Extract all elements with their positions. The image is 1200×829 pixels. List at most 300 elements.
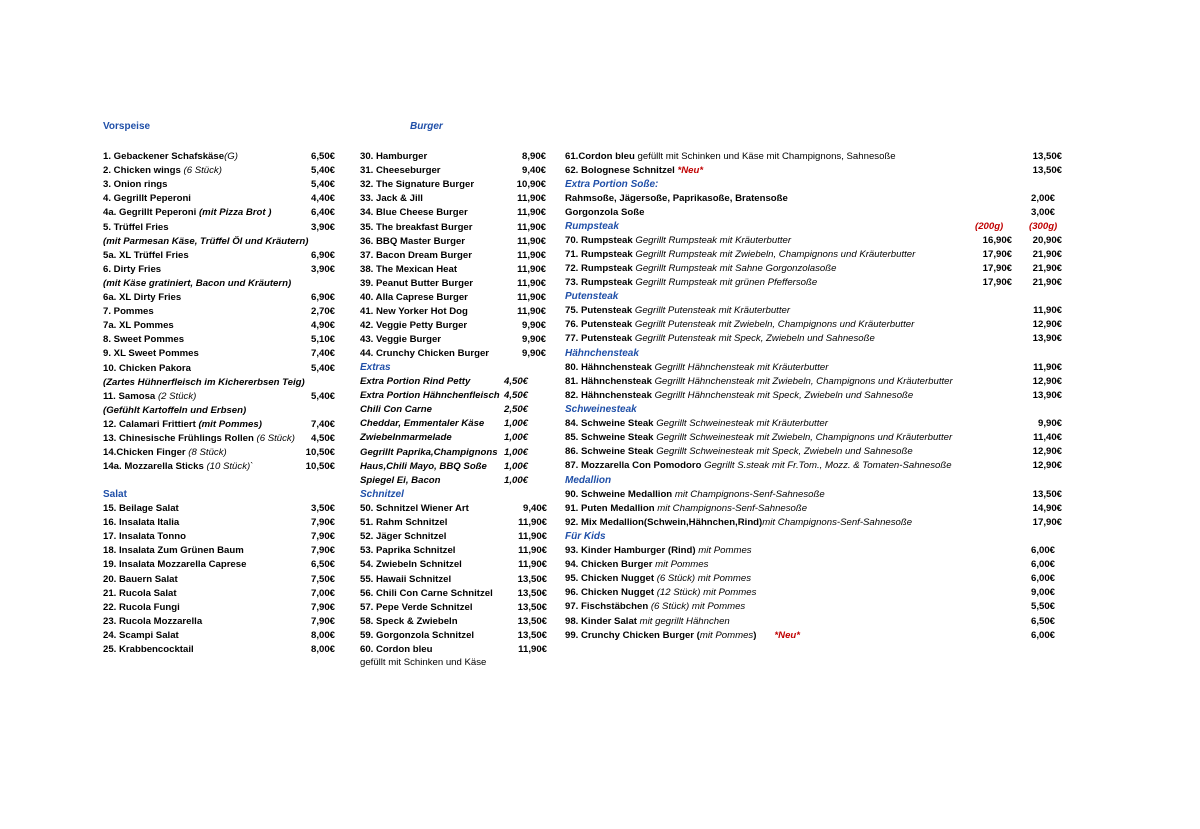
menu-row	[103, 446, 227, 460]
item-name: 4. Gegrillt Peperoni	[103, 193, 191, 205]
item-name: 13. Chinesische Frühlings Rollen	[103, 433, 254, 444]
item-price-300g: 21,90€	[1032, 263, 1062, 275]
menu-row	[565, 459, 952, 473]
menu-row	[360, 544, 455, 558]
item-price: 11,90€	[1033, 305, 1062, 316]
menu-row	[565, 502, 807, 516]
item-name: 86. Schweine Steak	[565, 446, 654, 458]
item-price: 5,40€	[310, 390, 335, 402]
section-header-schnitzel: Schnitzel	[360, 489, 404, 500]
item-name: 43. Veggie Burger	[360, 334, 442, 346]
item-desc: Gegrillt Hähnchensteak mit Speck, Zwiebeln und Sahnesoße	[651, 390, 914, 402]
item-price-300g: 21,90€	[1032, 249, 1062, 261]
menu-row	[103, 530, 186, 544]
item-name: 96. Chicken Nugget	[565, 587, 655, 599]
item-price: 4,90€	[310, 320, 335, 332]
item-name: 22. Rucola Fungi	[103, 601, 180, 613]
item-desc: mit Champignons-Senf-Sahnesoße	[762, 517, 913, 529]
item-name: 12. Calamari Frittiert	[103, 418, 199, 430]
item-name: 30. Hamburger	[360, 151, 428, 162]
size-200g: (200g)	[975, 221, 1004, 232]
item-name: 39. Peanut Butter Burger	[360, 277, 474, 289]
menu-row	[103, 460, 253, 474]
item-desc: Gegrillt Hähnchensteak mit Zwiebeln, Champignons und Kräuterbutter	[651, 376, 953, 388]
item-name: 36. BBQ Master Burger	[360, 235, 466, 247]
item-desc: Gegrillt Rumpsteak mit Zwiebeln, Champignons und Kräuterbutter	[632, 249, 916, 261]
item-name: 10. Chicken Pakora	[103, 362, 191, 374]
menu-row	[360, 558, 462, 572]
item-price: 13,90€	[1032, 390, 1062, 402]
item-name: 20. Bauern Salat	[103, 573, 178, 585]
item-desc: (G)	[224, 151, 238, 162]
menu-row	[360, 573, 451, 587]
menu-row	[360, 643, 433, 657]
item-desc: mit Champignons-Senf-Sahnesoße	[654, 503, 808, 515]
item-price: 1,00€	[503, 460, 528, 472]
item-desc: Gegrillt Hähnchensteak mit Kräuterbutter	[651, 362, 829, 373]
menu-row	[103, 192, 191, 206]
item-name: 80. Hähnchensteak	[565, 362, 652, 373]
item-name: Extra Portion Rind Petty	[360, 376, 471, 387]
item-name: 5. Trüffel Fries	[103, 221, 169, 233]
item-price: 1,00€	[503, 446, 528, 458]
menu-row	[360, 601, 473, 615]
menu-row	[565, 375, 953, 389]
item-name: 40. Alla Caprese Burger	[360, 292, 468, 303]
item-name: Gegrillt Paprika,Champignons	[360, 446, 498, 458]
item-name: 85. Schweine Steak	[565, 432, 654, 444]
item-price: 10,90€	[516, 179, 546, 191]
item-name: 81. Hähnchensteak	[565, 376, 652, 388]
menu-row	[565, 318, 914, 332]
item-name: 42. Veggie Petty Burger	[360, 320, 468, 332]
menu-row	[565, 615, 730, 629]
menu-row	[103, 150, 238, 164]
item-desc: gefüllt mit Schinken und Käse mit Champignons, Sahnesoße	[634, 151, 896, 162]
item-name: 97. Fischstäbchen	[565, 601, 649, 613]
item-price: 11,90€	[1033, 362, 1062, 373]
sauce-row-1	[565, 192, 788, 206]
menu-row	[360, 460, 487, 474]
item-price: 6,40€	[310, 207, 335, 219]
item-price: 11,90€	[518, 559, 547, 571]
menu-row	[360, 164, 441, 178]
menu-row	[565, 276, 817, 290]
item-name: 82. Hähnchensteak	[565, 390, 652, 402]
item-name: 99. Crunchy Chicken Burger (	[565, 629, 700, 641]
menu-row	[103, 615, 202, 629]
item-desc: Gegrillt Rumpsteak mit Sahne Gorgonzolasoße	[632, 263, 837, 275]
item-price: 13,50€	[517, 573, 547, 585]
item-name: 84. Schweine Steak	[565, 418, 654, 429]
menu-row	[103, 544, 244, 558]
item-price: 12,90€	[1032, 319, 1062, 331]
menu-row	[103, 629, 179, 643]
item-desc: mit Pommes	[695, 545, 752, 556]
menu-row-62	[565, 164, 703, 178]
menu-row	[360, 587, 493, 601]
menu-row	[360, 417, 484, 431]
menu-row	[360, 516, 447, 530]
item-price: 3,90€	[310, 263, 335, 275]
item-desc: (Gefühlt Kartoffeln und Erbsen)	[103, 404, 247, 416]
menu-row	[360, 403, 432, 417]
item-price: 12,90€	[1032, 460, 1062, 472]
menu-row	[360, 221, 473, 235]
menu-row	[565, 304, 790, 318]
item-price: 8,00€	[310, 629, 335, 641]
menu-row	[360, 249, 472, 263]
menu-row	[565, 262, 836, 276]
menu-row	[103, 319, 174, 333]
menu-row	[565, 516, 912, 530]
item-price: 11,90€	[518, 517, 547, 529]
item-name: 90. Schweine Medallion	[565, 489, 673, 500]
menu-row	[565, 417, 828, 431]
item-name: Cheddar, Emmentaler Käse	[360, 418, 485, 430]
menu-row	[103, 502, 179, 516]
menu-row	[103, 573, 178, 587]
menu-row	[360, 615, 458, 629]
menu-row	[360, 150, 427, 164]
item-price: 10,50€	[305, 461, 335, 473]
item-price: 9,40€	[521, 165, 546, 177]
item-name: 41. New Yorker Hot Dog	[360, 306, 468, 318]
item-price: 7,90€	[310, 531, 335, 543]
item-price: 11,40€	[1033, 432, 1062, 444]
menu-row	[103, 333, 184, 347]
item-name: Chili Con Carne	[360, 404, 432, 416]
item-desc: (6 Stück) mit Pommes	[648, 601, 746, 613]
item-desc: Gegrillt Rumpsteak mit grünen Pfeffersoße	[632, 277, 818, 289]
item-price: 11,90€	[518, 531, 547, 543]
item-desc: Gegrillt Putensteak mit Zwiebeln, Champignons und Kräuterbutter	[632, 319, 915, 331]
menu-row	[565, 629, 800, 643]
item-desc: mit gegrillt Hähnchen	[636, 615, 730, 627]
menu-row	[103, 390, 196, 404]
item-price: 5,10€	[310, 334, 335, 346]
menu-row	[360, 389, 500, 403]
item-name: 93. Kinder Hamburger (Rind)	[565, 545, 696, 556]
item-price-200g: 17,90€	[982, 249, 1012, 261]
menu-row	[103, 432, 295, 446]
item-desc: Gegrillt Schweinesteak mit Kräuterbutter	[653, 418, 828, 429]
item-price: 4,50€	[503, 390, 528, 402]
item-desc: Gegrillt S.steak mit Fr.Tom., Mozz. & Tomaten-Sahnesoße	[701, 460, 952, 472]
item-desc: (8 Stück)	[185, 447, 227, 459]
item-name: 24. Scampi Salat	[103, 629, 179, 641]
menu-row	[565, 431, 952, 445]
item-name: 58. Speck & Zwiebeln	[360, 615, 458, 627]
menu-row	[360, 446, 498, 460]
item-name: 57. Pepe Verde Schnitzel	[360, 601, 473, 613]
item-name: 5a. XL Trüffel Fries	[103, 249, 189, 261]
item-price: 7,40€	[310, 348, 335, 360]
section-header-medallion: Medallion	[565, 475, 612, 486]
item-price: 17,90€	[1032, 517, 1062, 529]
item-price: 11,90€	[517, 221, 546, 233]
item-price: 12,90€	[1032, 446, 1062, 458]
item-price: 6,50€	[310, 151, 335, 162]
item-name: Zwiebelnmarmelade	[360, 432, 452, 444]
menu-row	[565, 600, 745, 614]
item-price: 11,90€	[517, 306, 546, 318]
item-desc: mit Champignons-Senf-Sahnesoße	[672, 489, 825, 500]
item-name: 75. Putensteak	[565, 305, 633, 316]
menu-row	[565, 234, 791, 248]
menu-row	[103, 347, 199, 361]
item-price: 13,50€	[517, 587, 547, 599]
menu-row	[103, 587, 177, 601]
item-name: Gorgonzola Soße	[565, 207, 645, 218]
item-price: 7,90€	[310, 517, 335, 529]
new-badge: *Neu*	[677, 165, 704, 176]
item-name: 61.Cordon bleu	[565, 151, 635, 162]
item-price: 7,00€	[310, 587, 335, 599]
item-price: 13,50€	[1032, 165, 1062, 176]
item-name: 72. Rumpsteak	[565, 263, 633, 275]
item-name: 23. Rucola Mozzarella	[103, 615, 203, 627]
item-price: 12,90€	[1032, 376, 1062, 388]
sauce-row-2	[565, 206, 644, 220]
item-price: 2,00€	[1030, 193, 1055, 204]
item-name: 9. XL Sweet Pommes	[103, 348, 199, 360]
item-price: 9,40€	[522, 503, 547, 514]
menu-row	[103, 643, 194, 657]
menu-row	[565, 389, 913, 403]
item-name: 4a. Gegrillt Peperoni	[103, 207, 199, 219]
section-header-salat: Salat	[103, 489, 127, 500]
menu-row	[360, 305, 468, 319]
item-price: 7,40€	[310, 418, 335, 430]
item-name: Extra Portion Hähnchenfleisch	[360, 390, 500, 402]
menu-row	[565, 332, 875, 346]
menu-row	[565, 248, 915, 262]
item-name: 34. Blue Cheese Burger	[360, 207, 468, 219]
item-name: 98. Kinder Salat	[565, 615, 637, 627]
menu-row	[360, 530, 446, 544]
menu-row	[565, 544, 752, 558]
item-price: 6,50€	[310, 559, 335, 571]
item-price: 11,90€	[517, 277, 546, 289]
item-name: 76. Putensteak	[565, 319, 633, 331]
item-desc: (mit Käse gratiniert, Bacon und Kräutern)	[103, 277, 292, 289]
item-price: 7,90€	[310, 601, 335, 613]
item-desc: (mit Pommes)	[198, 418, 262, 430]
item-name: 18. Insalata Zum Grünen Baum	[103, 545, 244, 557]
menu-row	[360, 375, 470, 389]
item-price: 6,50€	[1030, 615, 1055, 627]
menu-row	[103, 418, 262, 432]
item-name: 25. Krabbencocktail	[103, 644, 194, 655]
menu-row	[103, 277, 291, 291]
item-name: 2. Chicken wings	[103, 165, 181, 177]
menu-row	[360, 502, 469, 516]
item-desc: (12 Stück) mit Pommes	[654, 587, 757, 599]
item-name: 6. Dirty Fries	[103, 263, 162, 275]
item-name: Haus,Chili Mayo, BBQ Soße	[360, 460, 487, 472]
menu-row	[565, 445, 913, 459]
item-price: 2,70€	[310, 306, 335, 318]
menu-row	[103, 601, 180, 615]
item-name: Rahmsoße, Jägersoße, Paprikasoße, Bratensoße	[565, 193, 788, 204]
menu-row	[360, 192, 423, 206]
item-price: 6,00€	[1030, 559, 1055, 571]
section-header-schweinesteak: Schweinesteak	[565, 404, 637, 415]
menu-row	[360, 474, 441, 488]
item-price: 6,00€	[1030, 545, 1055, 556]
item-price-200g: 16,90€	[982, 235, 1012, 246]
menu-row	[360, 178, 474, 192]
menu-row	[360, 319, 467, 333]
item-name: 11. Samosa	[103, 390, 156, 402]
item-name: 14.Chicken Finger	[103, 447, 186, 459]
menu-row	[103, 249, 189, 263]
item-name: 51. Rahm Schnitzel	[360, 517, 448, 529]
section-header-haehnchensteak: Hähnchensteak	[565, 348, 639, 359]
item-price: 13,50€	[517, 601, 547, 613]
menu-row	[565, 572, 751, 586]
item-name: 60. Cordon bleu	[360, 644, 433, 655]
item-name: 16. Insalata Italia	[103, 517, 180, 529]
item-price: 6,00€	[1030, 573, 1055, 585]
item-desc: (6 Stück)	[253, 433, 295, 444]
item-price-300g: 20,90€	[1032, 235, 1062, 246]
menu-row	[103, 164, 222, 178]
item-name: 44. Crunchy Chicken Burger	[360, 348, 490, 360]
item-price: 5,40€	[310, 165, 335, 177]
menu-row	[565, 488, 825, 502]
item-desc: (6 Stück)	[180, 165, 222, 177]
menu-row	[103, 305, 154, 319]
item-price: 9,90€	[521, 348, 546, 360]
item-name: 92. Mix Medallion(Schwein,Hähnchen,Rind)	[565, 517, 763, 529]
item-name: 54. Zwiebeln Schnitzel	[360, 559, 462, 571]
item-name: Spiegel Ei, Bacon	[360, 474, 441, 486]
section-header-putensteak: Putensteak	[565, 291, 619, 302]
item-price-200g: 17,90€	[982, 263, 1012, 275]
item-name: 32. The Signature Burger	[360, 179, 475, 191]
item-price: 11,90€	[518, 545, 547, 557]
item-name-tail: )	[753, 629, 757, 641]
item-price: 4,50€	[503, 376, 528, 387]
item-price: 11,90€	[517, 193, 546, 205]
item-desc: mit Pommes	[652, 559, 709, 571]
item-name: 37. Bacon Dream Burger	[360, 249, 472, 261]
item-desc: Gegrillt Putensteak mit Speck, Zwiebeln und Sahnesoße	[632, 333, 875, 345]
item-name: 7a. XL Pommes	[103, 320, 174, 332]
item-name: 56. Chili Con Carne Schnitzel	[360, 587, 493, 599]
menu-row	[565, 361, 828, 375]
menu-row	[103, 263, 161, 277]
item-price: 2,50€	[503, 404, 528, 416]
item-price: 11,90€	[517, 207, 546, 219]
item-price: 3,90€	[310, 221, 335, 233]
item-name: 21. Rucola Salat	[103, 587, 177, 599]
item-name: 62. Bolognese Schnitzel	[565, 165, 678, 176]
item-desc: Gegrillt Schweinesteak mit Speck, Zwiebeln und Sahnesoße	[653, 446, 913, 458]
menu-row	[360, 291, 468, 305]
item-name: 55. Hawaii Schnitzel	[360, 573, 452, 585]
item-price: 9,00€	[1030, 587, 1055, 599]
item-name: 19. Insalata Mozzarella Caprese	[103, 559, 247, 571]
item-name: 17. Insalata Tonno	[103, 531, 186, 543]
item-desc: mit Pommes	[699, 629, 754, 641]
menu-row	[360, 263, 457, 277]
item-desc: Gegrillt Rumpsteak mit Kräuterbutter	[632, 235, 792, 246]
menu-row	[103, 516, 179, 530]
item-name: 52. Jäger Schnitzel	[360, 531, 447, 543]
cordon-bleu-note: gefüllt mit Schinken und Käse	[360, 657, 487, 668]
item-price: 11,90€	[517, 235, 546, 247]
menu-row	[565, 586, 756, 600]
item-name: 38. The Mexican Heat	[360, 263, 458, 275]
item-price: 1,00€	[503, 418, 528, 430]
size-300g: (300g)	[1029, 221, 1058, 232]
menu-row	[103, 376, 305, 390]
menu-row	[103, 221, 169, 235]
item-name: 73. Rumpsteak	[565, 277, 633, 289]
menu-row	[360, 206, 468, 220]
menu-row	[360, 431, 452, 445]
item-price: 1,00€	[503, 432, 528, 444]
menu-row	[103, 558, 246, 572]
item-price: 14,90€	[1032, 503, 1062, 515]
section-header-burger: Burger	[410, 121, 443, 132]
item-desc: (10 Stück)`	[203, 461, 254, 473]
section-header-vorspeise: Vorspeise	[103, 121, 151, 132]
item-price: 5,50€	[1030, 601, 1055, 613]
menu-row	[360, 235, 465, 249]
item-price: 3,50€	[310, 503, 335, 514]
item-name: 7. Pommes	[103, 306, 154, 318]
item-price: 13,50€	[517, 615, 547, 627]
item-price: 13,50€	[517, 629, 547, 641]
item-desc: (mit Pizza Brot )	[198, 207, 272, 219]
menu-row	[360, 347, 489, 361]
item-name: 71. Rumpsteak	[565, 249, 633, 261]
section-header-extra-sauce: Extra Portion Soße:	[565, 179, 659, 190]
section-header-kids: Für Kids	[565, 531, 606, 542]
menu-row-61	[565, 150, 896, 164]
item-price: 8,00€	[310, 644, 335, 655]
item-price: 3,00€	[1030, 207, 1055, 218]
menu-row	[103, 362, 191, 376]
item-price: 13,50€	[1032, 489, 1062, 500]
item-price: 11,90€	[518, 644, 547, 655]
item-price: 11,90€	[517, 292, 546, 303]
item-name: 70. Rumpsteak	[565, 235, 633, 246]
item-name: 91. Puten Medallion	[565, 503, 655, 515]
item-name: 53. Paprika Schnitzel	[360, 545, 456, 557]
item-name: 1. Gebackener Schafskäse	[103, 151, 225, 162]
item-price: 1,00€	[503, 474, 528, 486]
menu-row	[103, 235, 308, 249]
item-desc: Gegrillt Schweinesteak mit Zwiebeln, Champignons und Kräuterbutter	[653, 432, 953, 444]
item-price: 7,90€	[310, 615, 335, 627]
item-price: 6,90€	[310, 292, 335, 303]
item-name: 31. Cheeseburger	[360, 165, 441, 177]
menu-row	[103, 404, 246, 418]
menu-row	[103, 206, 271, 220]
item-price: 5,40€	[310, 179, 335, 191]
item-price: 4,40€	[310, 193, 335, 205]
menu-row	[360, 629, 474, 643]
section-header-rumpsteak: Rumpsteak	[565, 221, 619, 232]
item-name: 14a. Mozzarella Sticks	[103, 461, 204, 473]
item-price: 7,90€	[310, 545, 335, 557]
item-name: 6a. XL Dirty Fries	[103, 292, 182, 303]
